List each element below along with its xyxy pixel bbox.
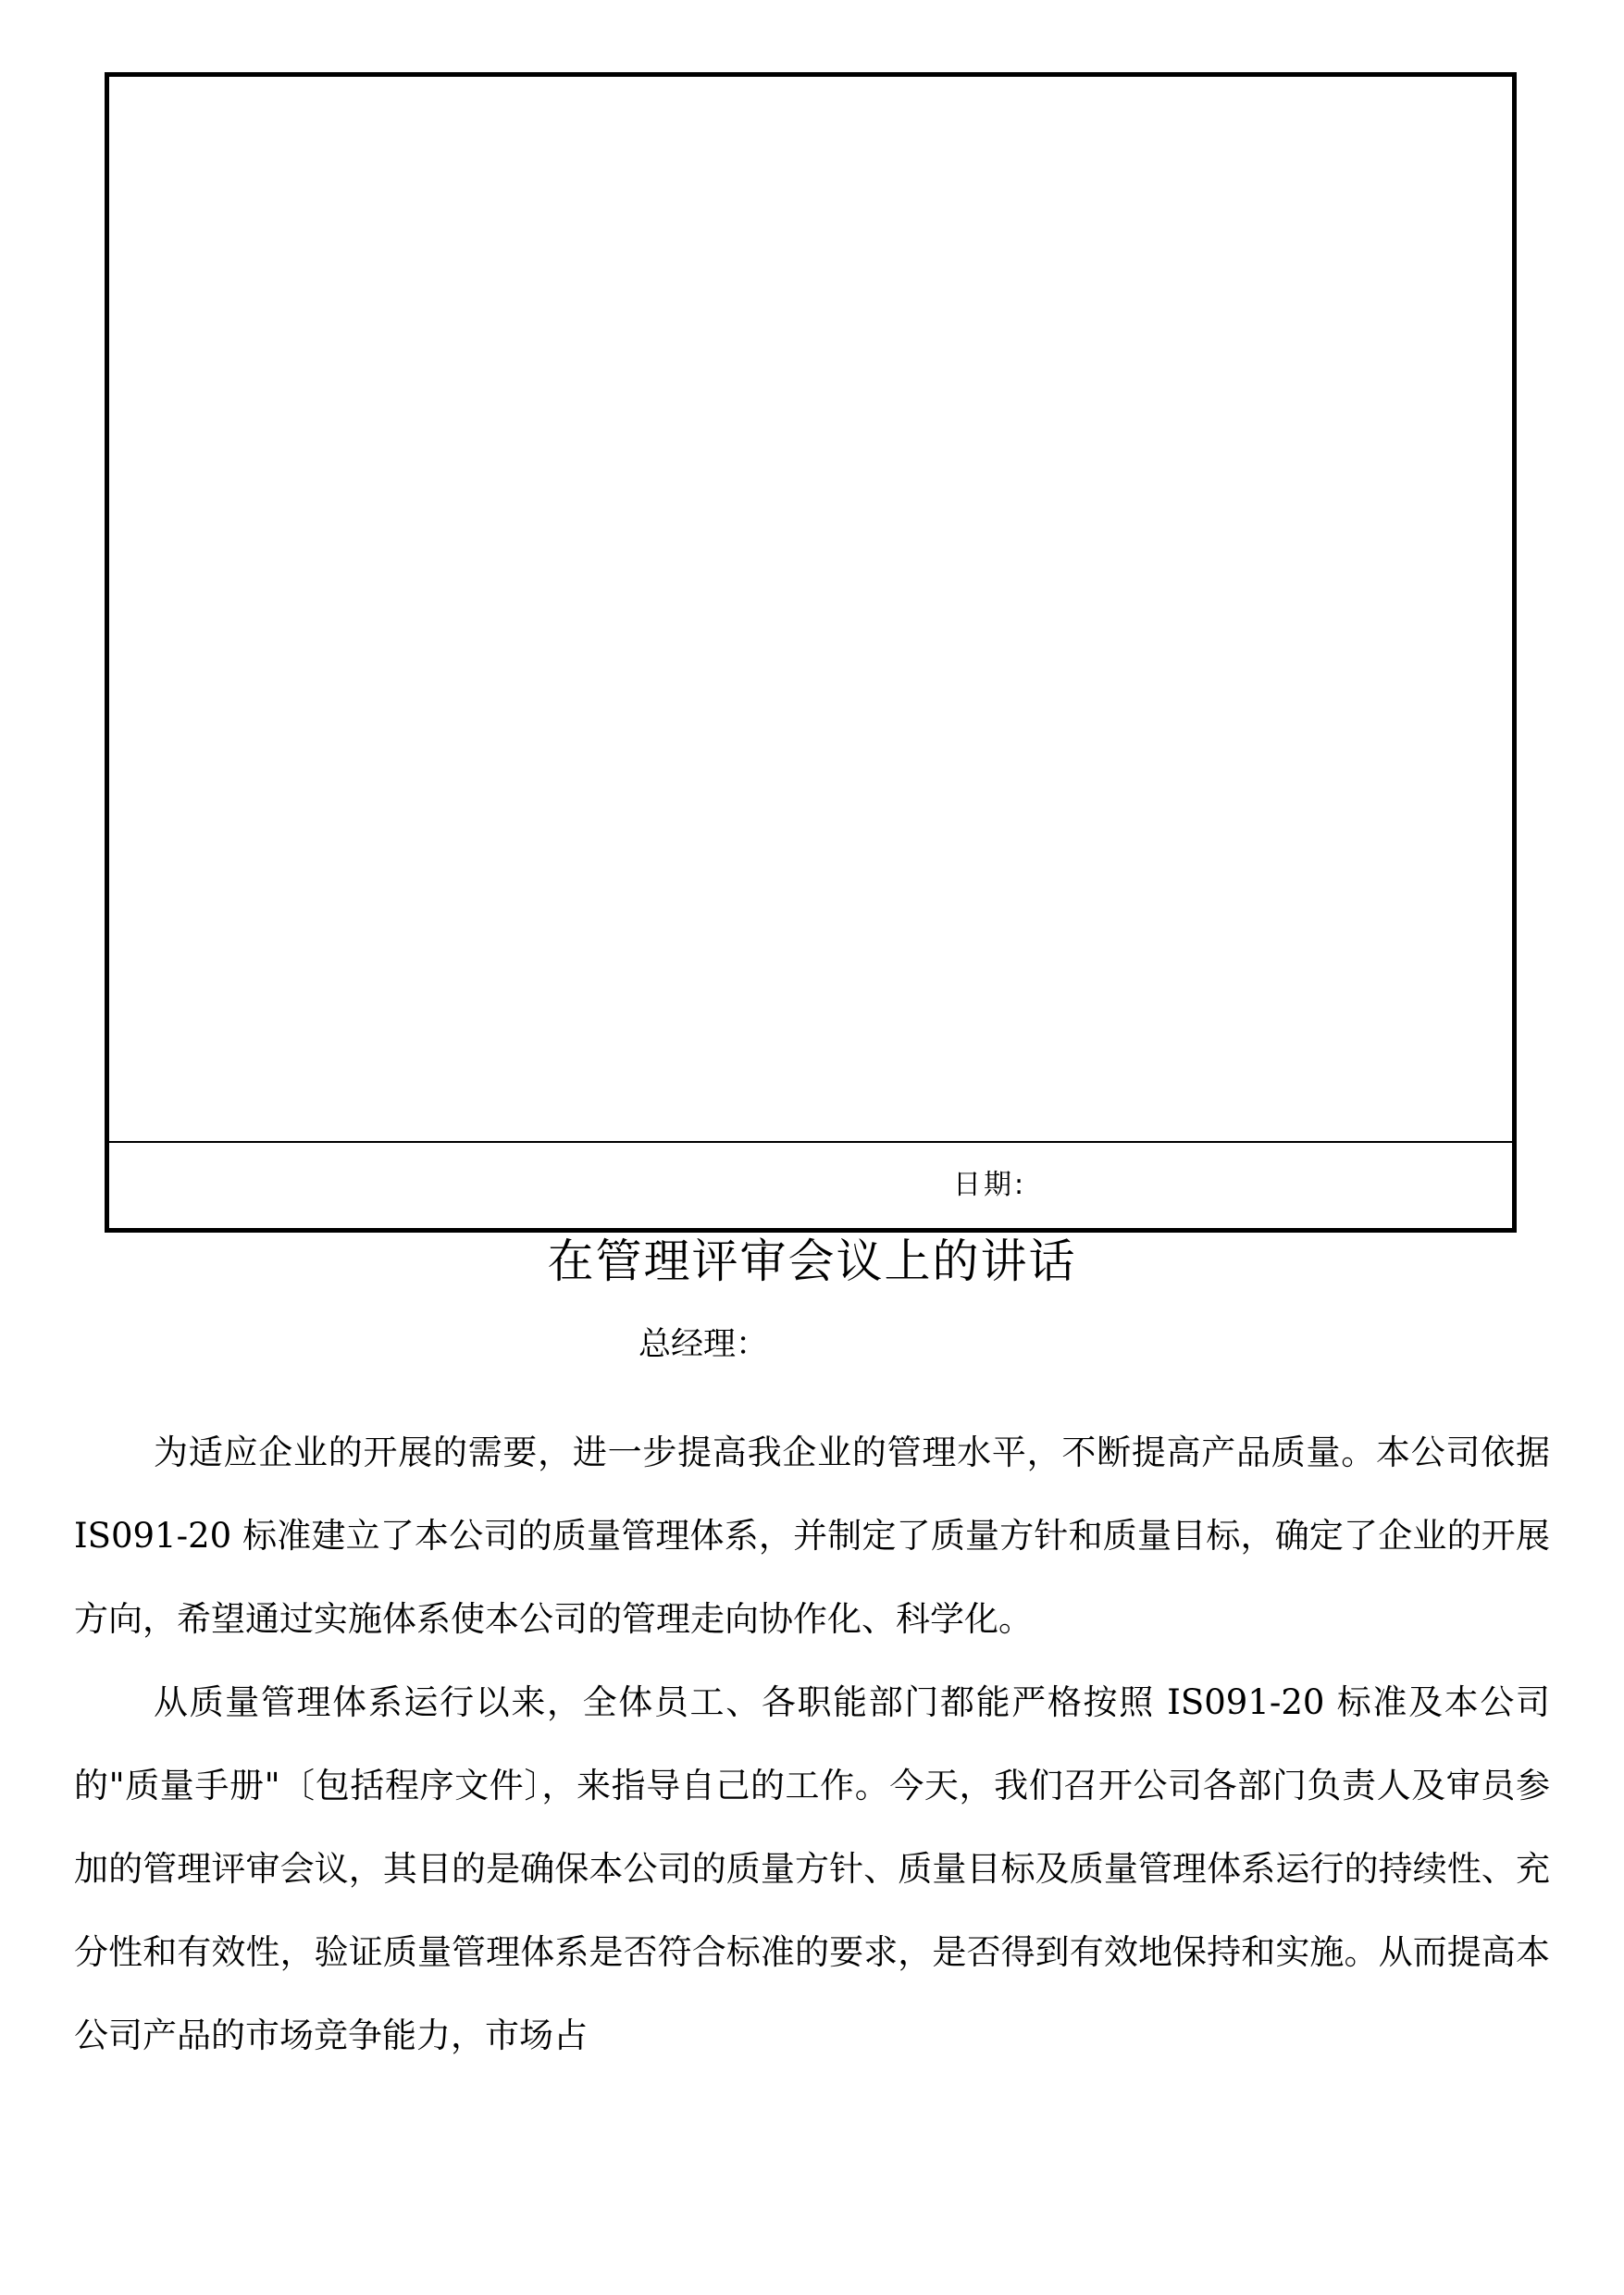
paragraph-2: 从质量管理体系运行以来，全体员工、各职能部门都能严格按照 IS091-20 标准及本公司的"质量手册"〔包括程序文件〕，来指导自己的工作。今天，我们召开公司各部门负责人及审员参加的管理评审会议，其目的是确保本公司的质量方针、质量目标及质量管理体系运行的持续性、充分性和有效性，验证质量管理体系是否符合标准的要求，是否得到有效地保持和实施。从而提高本公司产品的市场竞争能力，市场占 xyxy=(74,1682,1550,2055)
form-box-divider xyxy=(109,1141,1512,1143)
document-body xyxy=(74,1411,1550,2078)
date-label: 日期: xyxy=(953,1169,1027,1201)
author-line: 总经理： xyxy=(638,1326,769,1363)
paragraph-1: 为适应企业的开展的需要，进一步提高我企业的管理水平，不断提高产品质量。本公司依据 IS091-20 标准建立了本公司的质量管理体系，并制定了质量方针和质量目标，确定了企业的开展方向，希望通过实施体系使本公司的管理走向协作化、科学化。 xyxy=(74,1433,1550,1639)
form-box xyxy=(105,72,1517,1233)
document-title: 在管理评审会议上的讲话 xyxy=(547,1234,1077,1288)
